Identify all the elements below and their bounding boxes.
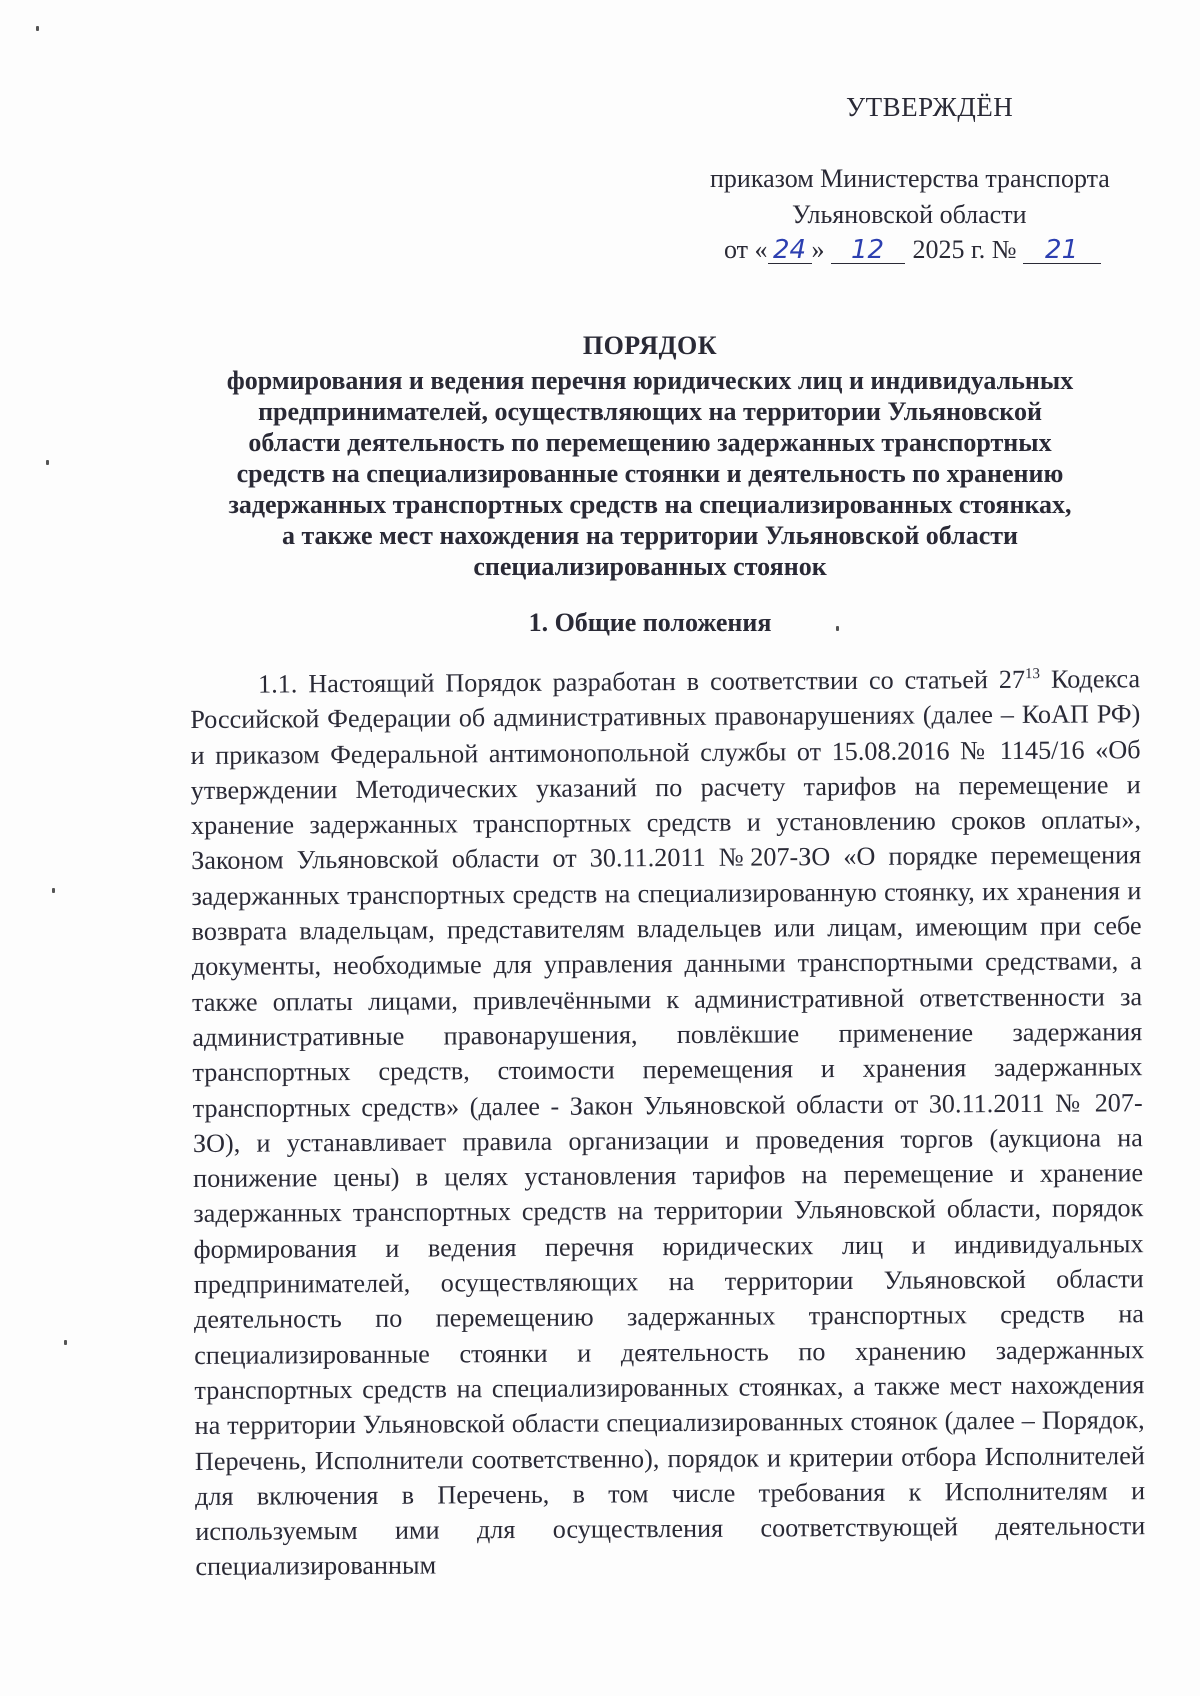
- date-year: 2025 г. №: [912, 235, 1017, 264]
- section-heading: 1. Общие положения: [528, 608, 772, 637]
- paragraph-text-rest: Кодекса Российской Федерации об административных правонарушениях (далее – КоАП РФ) и приказом Федеральной антимонопольной службы от 15.08.2016 № 1145/16 «Об утверждении Методических указаний по расчету тарифов на перемещение и хранение задержанных транспортных средств и установлению сроков оплаты», Законом Ульяновской области от 30.11.2011 №207-ЗО «О порядке перемещения задержанных транспортных средств на специализированную стоянку, их хранения и возврата владельцам, представителям владельцев или лицам, имеющим при себе документы, необходимые для управления данными транспортными средствами, а также оплаты лицами, привлечёнными к административной ответственности за административные правонарушения, повлёкшие применение задержания транспортных средств, стоимости перемещения и хранения задержанных транспортных средств» (далее - Закон Ульяновской области от 30.11.2011 № 207-ЗО), и устанавливает правила организации и проведения торгов (аукциона на понижение цены) в целях установления тарифов на перемещение и хранение задержанных транспортных средств на территории Ульяновской области, порядок формирования и ведения перечня юридических лиц и индивидуальных предпринимателей, осуществляющих на территории Ульяновской области деятельность по перемещению задержанных транспортных средств на специализированные стоянки и деятельность по хранению задержанных транспортных средств на специализированных стоянках, а также мест нахождения на территории Ульяновской области специализированных стоянок (далее – Порядок, Перечень, Исполнители соответственно), порядок и критерии отбора Исполнителей для включения в Перечень, в том числе требования к Исполнителям и используемым ими для осуществления соответствующей деятельности специализированным: [190, 664, 1146, 1582]
- approval-region-line: Ульяновской области: [792, 200, 1027, 229]
- title-line: предпринимателей, осуществляющих на территории Ульяновской: [258, 397, 1042, 426]
- date-prefix: от «: [724, 235, 768, 264]
- approval-order-line: приказом Министерства транспорта: [710, 164, 1110, 193]
- handwritten-day: 24: [768, 237, 812, 264]
- scan-speck: [52, 888, 55, 893]
- title-line: формирования и ведения перечня юридических лиц и индивидуальных: [226, 366, 1074, 395]
- document-title: [170, 330, 1130, 582]
- scan-speck: [46, 460, 49, 465]
- handwritten-month: 12: [831, 237, 905, 264]
- title-line: а также мест нахождения на территории Ульяновской области: [281, 521, 1019, 550]
- paragraph-text-start: 1.1. Настоящий Порядок разработан в соответствии со статьей 27: [258, 664, 1026, 699]
- title-main: ПОРЯДОК: [582, 331, 718, 360]
- title-line: специализированных стоянок: [473, 552, 827, 581]
- scan-speck: [36, 26, 39, 31]
- article-superscript: 13: [1024, 666, 1041, 683]
- paragraph-1-1: [190, 661, 1146, 1585]
- scan-speck: [64, 1340, 67, 1345]
- date-quote-close: »: [811, 235, 825, 264]
- handwritten-number: 21: [1023, 237, 1101, 264]
- approval-date-line: [724, 235, 1101, 265]
- title-line: задержанных транспортных средств на специализированных стоянках,: [228, 490, 1072, 519]
- title-line: области деятельность по перемещению задержанных транспортных: [248, 428, 1052, 457]
- title-line: средств на специализированные стоянки и деятельность по хранению: [236, 459, 1064, 488]
- approval-heading: УТВЕРЖДЁН: [846, 92, 1014, 122]
